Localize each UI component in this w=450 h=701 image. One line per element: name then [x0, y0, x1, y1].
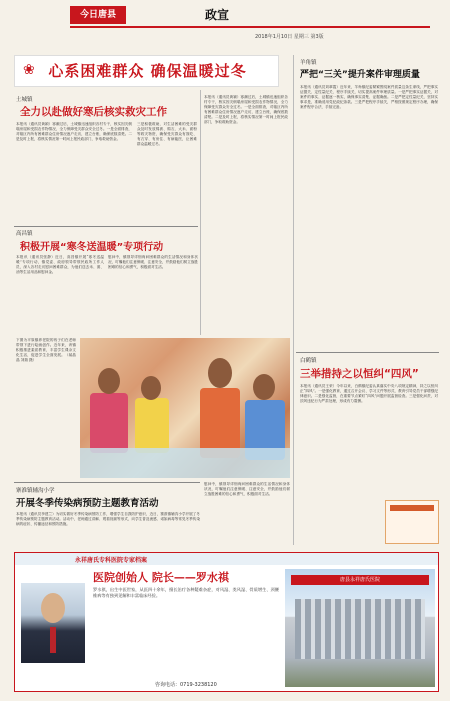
article1-continuation: 本报讯（通讯员黄颖）寒潮过后，土城镇迅速组织各村专干，核实因灾倒塌房屋和受损农作物情况，全力保障受灾群众安全过冬。一是全面排查，对辖区内所有困难群众住房情况逐户走访，建立台账，确保底数清楚。二是及时上报，将核实情况第一时间上报民政部门，争取救助资金。: [204, 95, 288, 124]
hospital-ad: [14, 552, 439, 692]
ad-body: 罗水祺，出生中医世家，从医四十余年，擅长治疗各种疑难杂症，对风湿、类风湿、骨质增生、颈腰椎病等有独到见解和丰富临床经验。: [93, 587, 279, 598]
article4-kicker: 羊角镇: [300, 60, 317, 66]
article2-kicker: 高昌镇: [16, 231, 33, 237]
column-divider: [200, 90, 201, 335]
article1-body-left: 本报讯（通讯员黄颖）寒潮过后，土城镇迅速组织各村专干，核实因灾倒塌房屋和受损农作物情况，全力保障受灾群众安全过冬。一是全面排查，对辖区内所有困难群众住房情况逐户走访，建立台账，确保底数清楚。二是及时上报，将核实情况第一时间上报民政部门，争取救助资金。: [16, 122, 132, 141]
ad-header-bar: [15, 553, 438, 565]
article2-body-left: 本报讯（通讯员张静）近日，高昌镇开展“寒冬送温暖”专项行动，镇党委、政府领导带领民政所工作人员，深入各村走访慰问困难群众，为他们送去米、面、油等生活用品和慰问金。: [16, 255, 104, 274]
section-rule: [14, 226, 198, 227]
section-title: 政宣: [205, 8, 230, 22]
section-rule: [14, 482, 200, 483]
inline-ad: [385, 500, 439, 544]
article3-body: 本报讯（通讯员李建兰）为切实做好冬季传染病预防工作，增强学生自我防护意识，近日，寨淮镇辅沟小学开展了冬季传染病预防主题教育活动。活动中，老师通过讲解、观看视频等形式，向学生普及流感、诺如病毒等常见冬季传染病的症状、传播途径和预防措施。: [16, 512, 200, 526]
article4-headline: 严把“三关”提升案件审理质量: [300, 70, 420, 80]
ad-header: 永祥唐氏专科医院专家档案: [75, 557, 148, 564]
article5-kicker: 白鹤镇: [300, 358, 317, 364]
column-divider: [293, 55, 294, 545]
article1-body-right: 三是积极救助，对生活困难的受灾群众及时发放棉被、棉衣、大米、面粉等救灾物资，确保受灾群众有饭吃、有衣穿、有房住、有病能医，让困难群众温暖过冬。: [137, 122, 197, 146]
doctor-portrait: [21, 583, 85, 663]
inline-ad-header: [390, 505, 434, 511]
masthead-rule: [70, 26, 430, 28]
masthead: [0, 0, 450, 48]
flower-icon: ❀: [23, 62, 35, 78]
ad-phone: 咨询电话：0719-3238120: [155, 682, 217, 688]
article1-headline: 全力以赴做好寒后核实救灾工作: [20, 106, 167, 118]
dateline: 2018年1月10日 星期三 第3版: [255, 34, 324, 40]
article5-headline: 三举措持之以恒纠“四风”: [300, 368, 419, 380]
section-rule: [296, 352, 439, 353]
hospital-building-photo: [285, 569, 435, 687]
article2-body-right: 慰问中，镇领导详细询问困难群众的生活情况和身体状况，叮嘱他们注意保暖、注意安全，并鼓励他们树立战胜困难的信心和勇气，积极面对生活。: [108, 255, 198, 269]
newspaper-logo: 今日唐县: [70, 6, 126, 24]
classroom-photo: [80, 338, 290, 478]
article5-body: 本报讯（通讯员王荣）今年以来，白鹤镇纪委认真落实中央八项规定精神，持之以恒纠正“四风”。一是强化教育，通过召开会议、学习文件等形式，教育引导党员干部增强纪律意识。二是强化监督，在重要节点紧盯“四风”问题开展监督检查。三是强化问责，对顶风违纪行为严肃处理，形成有力震慑。: [300, 384, 438, 403]
hospital-sign: 唐县永祥唐氏医院: [291, 575, 429, 585]
article3-headline: 开展冬季传染病预防主题教育活动: [16, 498, 159, 509]
banner: [14, 55, 279, 87]
article4-body: 本报讯（通讯员刘翠霞）近年来，羊角镇纪委紧紧围绕案件质量这条生命线，严把事实证据关、定性量纪关、程序手续关，切实提高案件审理质量。一是严把事实证据关，对案件的事实、证据逐一核实，确保事实清楚、证据确凿。二是严把定性量纪关，坚持实事求是，准确适用党纪政纪条款。三是严把程序手续关，严格按照规定程序办理，确保案件程序合法、手续完备。: [300, 85, 438, 109]
banner-title: 心系困难群众 确保温暖过冬: [48, 62, 247, 80]
photo-caption: 下图为平原镇养老院的孩子们在老师带领下进行绘画创作。近年来，该镇积极推进素质教育，丰富学生课余文化生活，促进学生全面发展。（郝晶晶 刘瑞 摄）: [16, 338, 76, 362]
article2-continuation: 慰问中，镇领导详细询问困难群众的生活情况和身体状况，叮嘱他们注意保暖、注意安全，并鼓励他们树立战胜困难的信心和勇气，积极面对生活。: [204, 482, 290, 496]
article2-headline: 积极开展“寒冬送温暖”专项行动: [20, 242, 164, 253]
article3-kicker: 寨淮镇辅沟小学: [16, 488, 55, 494]
ad-headline: 医院创始人 院长——罗水祺: [93, 571, 229, 584]
article1-kicker: 土城镇: [16, 97, 33, 103]
